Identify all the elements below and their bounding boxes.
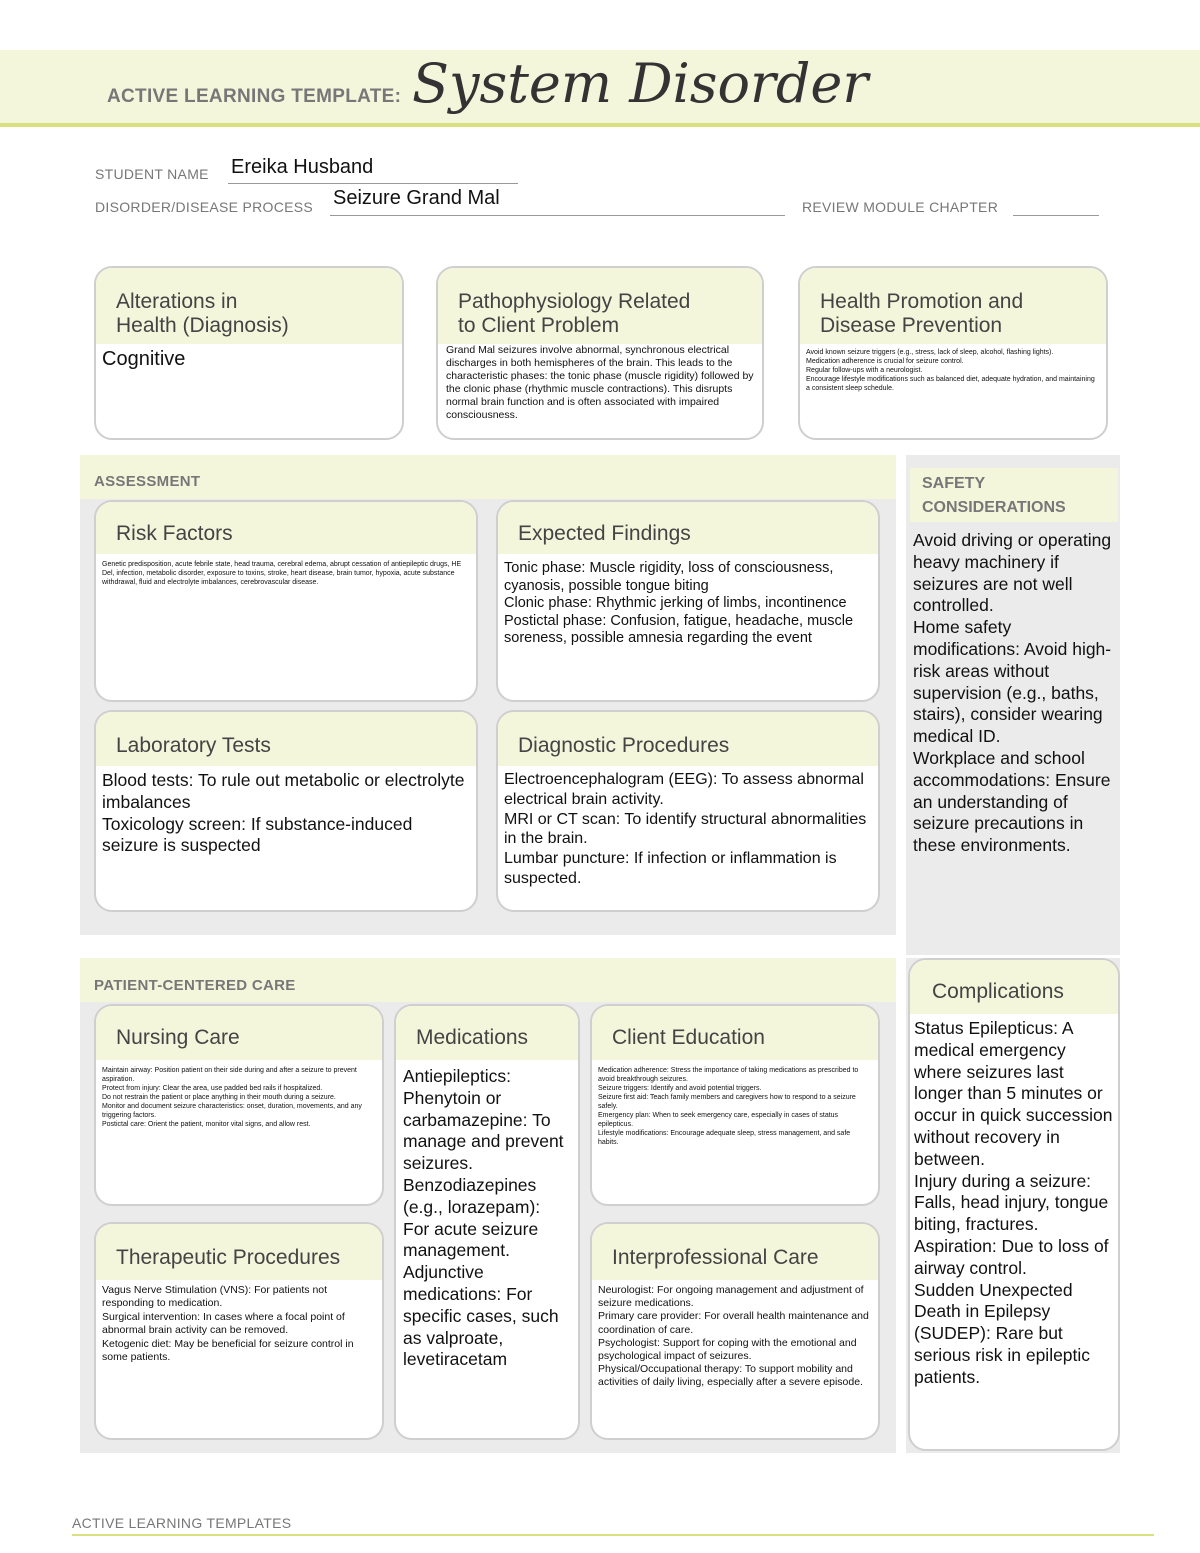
therapeutic-procedure-item: Surgical intervention: In cases where a focal point of abnormal brain activity can be removed.	[102, 1310, 345, 1337]
pathophysiology-title-line1: Pathophysiology Related	[458, 290, 691, 313]
complication-item: Aspiration: Due to loss of airway control.	[914, 1235, 1109, 1278]
laboratory-test-item: Blood tests: To rule out metabolic or electrolyte imbalances	[102, 770, 465, 812]
therapeutic-procedures-heading: Therapeutic Procedures	[96, 1224, 382, 1280]
health-promotion-card	[798, 266, 1108, 440]
safety-item: Workplace and school accommodations: Ensure an understanding of seizure precautions in these environments.	[913, 747, 1111, 856]
health-promotion-body	[800, 344, 1106, 397]
laboratory-tests-body	[96, 766, 476, 861]
header-divider	[0, 123, 1200, 127]
client-education-card	[590, 1004, 880, 1206]
expected-findings-body	[498, 554, 878, 654]
alterations-title-line1: Alterations in	[116, 290, 238, 313]
laboratory-tests-card	[94, 710, 478, 912]
complication-item: Status Epilepticus: A medical emergency where seizures last longer than 5 minutes or occur in quick succession without recovery in between.	[914, 1018, 1113, 1169]
client-education-item: Seizure triggers: Identify and avoid potential triggers.	[598, 1085, 762, 1092]
student-name-underline	[228, 183, 518, 184]
nursing-care-item: Do not restrain the patient or place anything in their mouth during a seizure.	[102, 1094, 336, 1101]
medications-heading: Medications	[396, 1006, 578, 1060]
pathophysiology-title-line2: to Client Problem	[458, 314, 620, 337]
risk-factors-card	[94, 500, 478, 702]
assessment-label: ASSESSMENT	[94, 473, 201, 490]
interprofessional-care-heading: Interprofessional Care	[592, 1224, 878, 1280]
client-education-item: Lifestyle modifications: Encourage adequate sleep, stress management, and safe habits.	[598, 1130, 851, 1146]
complications-card	[908, 958, 1120, 1451]
footer-divider	[72, 1534, 1154, 1536]
review-module-label: REVIEW MODULE CHAPTER	[802, 199, 999, 215]
footer-label: ACTIVE LEARNING TEMPLATES	[72, 1515, 292, 1531]
page-title: System Disorder	[412, 52, 869, 115]
safety-body	[913, 530, 1115, 857]
nursing-care-item: Protect from injury: Clear the area, use padded bed rails if hospitalized.	[102, 1085, 323, 1092]
expected-finding-item: Clonic phase: Rhythmic jerking of limbs, incontinence	[504, 595, 847, 612]
interprofessional-care-item: Neurologist: For ongoing management and adjustment of seizure medications.	[598, 1284, 864, 1310]
medication-item: Adjunctive medications: For specific cases, such as valproate, levetiracetam	[403, 1262, 559, 1370]
interprofessional-care-item: Physical/Occupational therapy: To support mobility and activities of daily living, especially after a severe episode.	[598, 1363, 863, 1389]
health-promotion-heading	[800, 268, 1106, 344]
safety-title-line2: CONSIDERATIONS	[922, 499, 1066, 516]
disorder-label: DISORDER/DISEASE PROCESS	[95, 199, 314, 215]
client-education-body	[592, 1060, 878, 1153]
diagnostic-procedure-item: MRI or CT scan: To identify structural abnormalities in the brain.	[504, 810, 867, 848]
interprofessional-care-card	[590, 1222, 880, 1440]
disorder-field[interactable]: Seizure Grand Mal	[333, 187, 500, 209]
client-education-item: Emergency plan: When to seek emergency care, especially in cases of status epilepticus.	[598, 1112, 839, 1128]
complication-item: Sudden Unexpected Death in Epilepsy (SUDEP): Rare but serious risk in epileptic patients.	[914, 1279, 1091, 1387]
client-education-item: Medication adherence: Stress the importance of taking medications as prescribed to avoid breakthrough seizures.	[598, 1067, 859, 1083]
therapeutic-procedures-body	[96, 1280, 382, 1368]
nursing-care-card	[94, 1004, 384, 1206]
nursing-care-item: Maintain airway: Position patient on their side during and after a seizure to prevent aspiration.	[102, 1067, 357, 1083]
therapeutic-procedure-item: Vagus Nerve Stimulation (VNS): For patients not responding to medication.	[102, 1284, 328, 1310]
alterations-title-line2: Health (Diagnosis)	[116, 314, 289, 337]
expected-findings-heading: Expected Findings	[498, 502, 878, 554]
medication-item: Benzodiazepines (e.g., lorazepam): For acute seizure management.	[403, 1174, 541, 1261]
expected-findings-card	[496, 500, 880, 702]
health-promotion-title-line2: Disease Prevention	[820, 314, 1003, 337]
health-promotion-item: Medication adherence is crucial for seizure control.	[806, 358, 964, 365]
therapeutic-procedures-card	[94, 1222, 384, 1440]
medication-item: Antiepileptics: Phenytoin or carbamazepine: To manage and prevent seizures.	[403, 1066, 564, 1174]
nursing-care-item: Monitor and document seizure characteristics: onset, duration, movements, and any triggering factors.	[102, 1103, 362, 1119]
pathophysiology-heading	[438, 268, 762, 344]
nursing-care-heading: Nursing Care	[96, 1006, 382, 1060]
expected-finding-item: Tonic phase: Muscle rigidity, loss of consciousness, cyanosis, possible tongue biting	[504, 560, 834, 594]
nursing-care-item: Postictal care: Orient the patient, monitor vital signs, and allow rest.	[102, 1121, 311, 1128]
complications-heading: Complications	[910, 960, 1118, 1014]
therapeutic-procedure-item: Ketogenic diet: May be beneficial for seizure control in some patients.	[102, 1337, 354, 1364]
medications-card	[394, 1004, 580, 1440]
diagnostic-procedure-item: Electroencephalogram (EEG): To assess abnormal electrical brain activity.	[504, 771, 864, 808]
health-promotion-item: Avoid known seizure triggers (e.g., stress, lack of sleep, alcohol, flashing lights).	[806, 349, 1054, 356]
risk-factors-body: Genetic predisposition, acute febrile state, head trauma, cerebral edema, abrupt cessation of antiepileptic drugs, HE Del, infection, metabolic disorder, exposure to toxins, stroke, heart disease, brain tumor, hypoxia, acute substance withdrawal, fluid and electrolyte imbalances, cerebrovascular disease.	[102, 561, 462, 586]
client-education-heading: Client Education	[592, 1006, 878, 1060]
assessment-header-band	[80, 455, 896, 499]
risk-factors-heading: Risk Factors	[96, 502, 476, 554]
review-module-field[interactable]	[1013, 215, 1099, 216]
safety-item: Home safety modifications: Avoid high-risk areas without supervision (e.g., baths, stairs), consider wearing medical ID.	[913, 617, 1112, 747]
header-label: ACTIVE LEARNING TEMPLATE:	[107, 86, 402, 107]
laboratory-tests-heading: Laboratory Tests	[96, 712, 476, 766]
alterations-body: Cognitive	[102, 348, 186, 370]
laboratory-test-item: Toxicology screen: If substance-induced seizure is suspected	[102, 813, 413, 856]
complications-body	[910, 1014, 1118, 1393]
alterations-card	[94, 266, 404, 440]
pathophysiology-body: Grand Mal seizures involve abnormal, synchronous electrical discharges in both hemispheres of the brain. This leads to the characteristic phases: the tonic phase (muscle rigidity) followed by the clonic phase (rhythmic muscle contractions). This disrupts normal brain function and is often associated with impaired consciousness.	[446, 344, 754, 421]
pathophysiology-card	[436, 266, 764, 440]
student-name-field[interactable]: Ereika Husband	[231, 156, 374, 178]
safety-title-line1: SAFETY	[922, 475, 986, 492]
health-promotion-item: Regular follow-ups with a neurologist.	[806, 367, 923, 374]
safety-item: Avoid driving or operating heavy machinery if seizures are not well controlled.	[913, 530, 1112, 616]
patient-centered-care-label: PATIENT-CENTERED CARE	[94, 977, 296, 994]
expected-finding-item: Postictal phase: Confusion, fatigue, headache, muscle soreness, possible amnesia regarding the event	[504, 612, 854, 647]
nursing-care-body	[96, 1060, 382, 1135]
disorder-underline	[330, 215, 785, 216]
diagnostic-procedures-body	[498, 766, 878, 893]
health-promotion-item: Encourage lifestyle modifications such as balanced diet, adequate hydration, and maintaining a consistent sleep schedule.	[806, 376, 1095, 392]
health-promotion-title-line1: Health Promotion and	[820, 290, 1024, 313]
safety-heading	[910, 468, 1118, 522]
interprofessional-care-body	[592, 1280, 878, 1394]
interprofessional-care-item: Primary care provider: For overall health maintenance and coordination of care.	[598, 1310, 869, 1336]
alterations-heading	[96, 268, 402, 344]
student-name-label: STUDENT NAME	[95, 166, 209, 182]
client-education-item: Seizure first aid: Teach family members and caregivers how to respond to a seizure safely.	[598, 1094, 856, 1110]
interprofessional-care-item: Psychologist: Support for coping with the emotional and psychological impact of seizures.	[598, 1336, 857, 1363]
diagnostic-procedures-heading: Diagnostic Procedures	[498, 712, 878, 766]
complication-item: Injury during a seizure: Falls, head injury, tongue biting, fractures.	[914, 1170, 1109, 1235]
diagnostic-procedures-card	[496, 710, 880, 912]
medications-body	[396, 1060, 578, 1377]
diagnostic-procedure-item: Lumbar puncture: If infection or inflammation is suspected.	[504, 850, 837, 887]
